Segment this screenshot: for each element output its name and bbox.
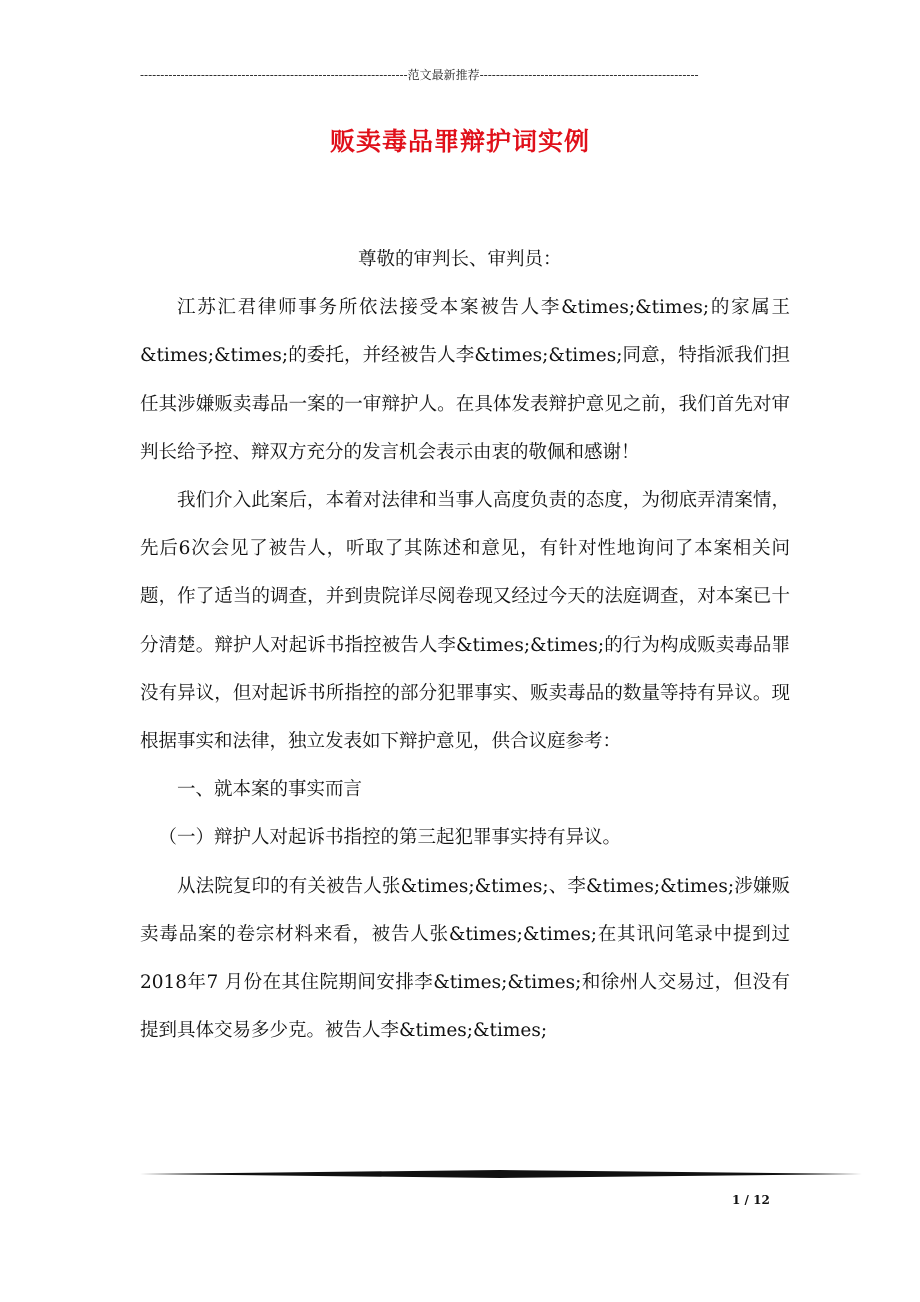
document-title: 贩卖毒品罪辩护词实例 [329, 127, 590, 156]
salutation: 尊敬的审判长、审判员： [358, 249, 562, 270]
paragraph-2: 我们介入此案后，本着对法律和当事人高度负责的态度，为彻底弄清案情，先后6次会见了被告人，听取了其陈述和意见，有针对性地询问了本案相关问题，作了适当的调查，并到贵院详尽阅卷现又经过今天的法庭调查，对本案已十分清楚。辩护人对起诉书指控被告人李&times;&times;的行为构成贩卖毒品罪没有异议，但对起诉书所指控的部分犯罪事实、贩卖毒品的数量等持有异议。现根据事实和法律，独立发表如下辩护意见，供合议庭参考： [140, 490, 790, 753]
page-header: ------------------------------------------------------------------范文最新推荐------------------------------------------------------ [140, 68, 699, 82]
paragraph-3: 从法院复印的有关被告人张&times;&times;、李&times;&times;涉嫌贩卖毒品案的卷宗材料来看，被告人张&times;&times;在其讯问笔录中提到过2018年7 月份在其住院期间安排李&times;&times;和徐州人交易过，但没有提到具体交易多少克。被告人李&times;&times; [140, 875, 790, 1042]
footer-divider [140, 1170, 862, 1178]
section-heading-1: 一、就本案的事实而言 [177, 779, 363, 801]
document-body [140, 236, 790, 1055]
page-number: 1 / 12 [732, 1193, 770, 1207]
paragraph-1: 江苏汇君律师事务所依法接受本案被告人李&times;&times;的家属王&times;&times;的委托，并经被告人李&times;&times;同意，特指派我们担任其涉嫌贩卖毒品一案的一审辩护人。在具体发表辩护意见之前，我们首先对审判长给予控、辩双方充分的发言机会表示由衷的敬佩和感谢！ [140, 297, 790, 463]
subsection-heading-1: （一）辩护人对起诉书指控的第三起犯罪事实持有异议。 [158, 827, 622, 849]
